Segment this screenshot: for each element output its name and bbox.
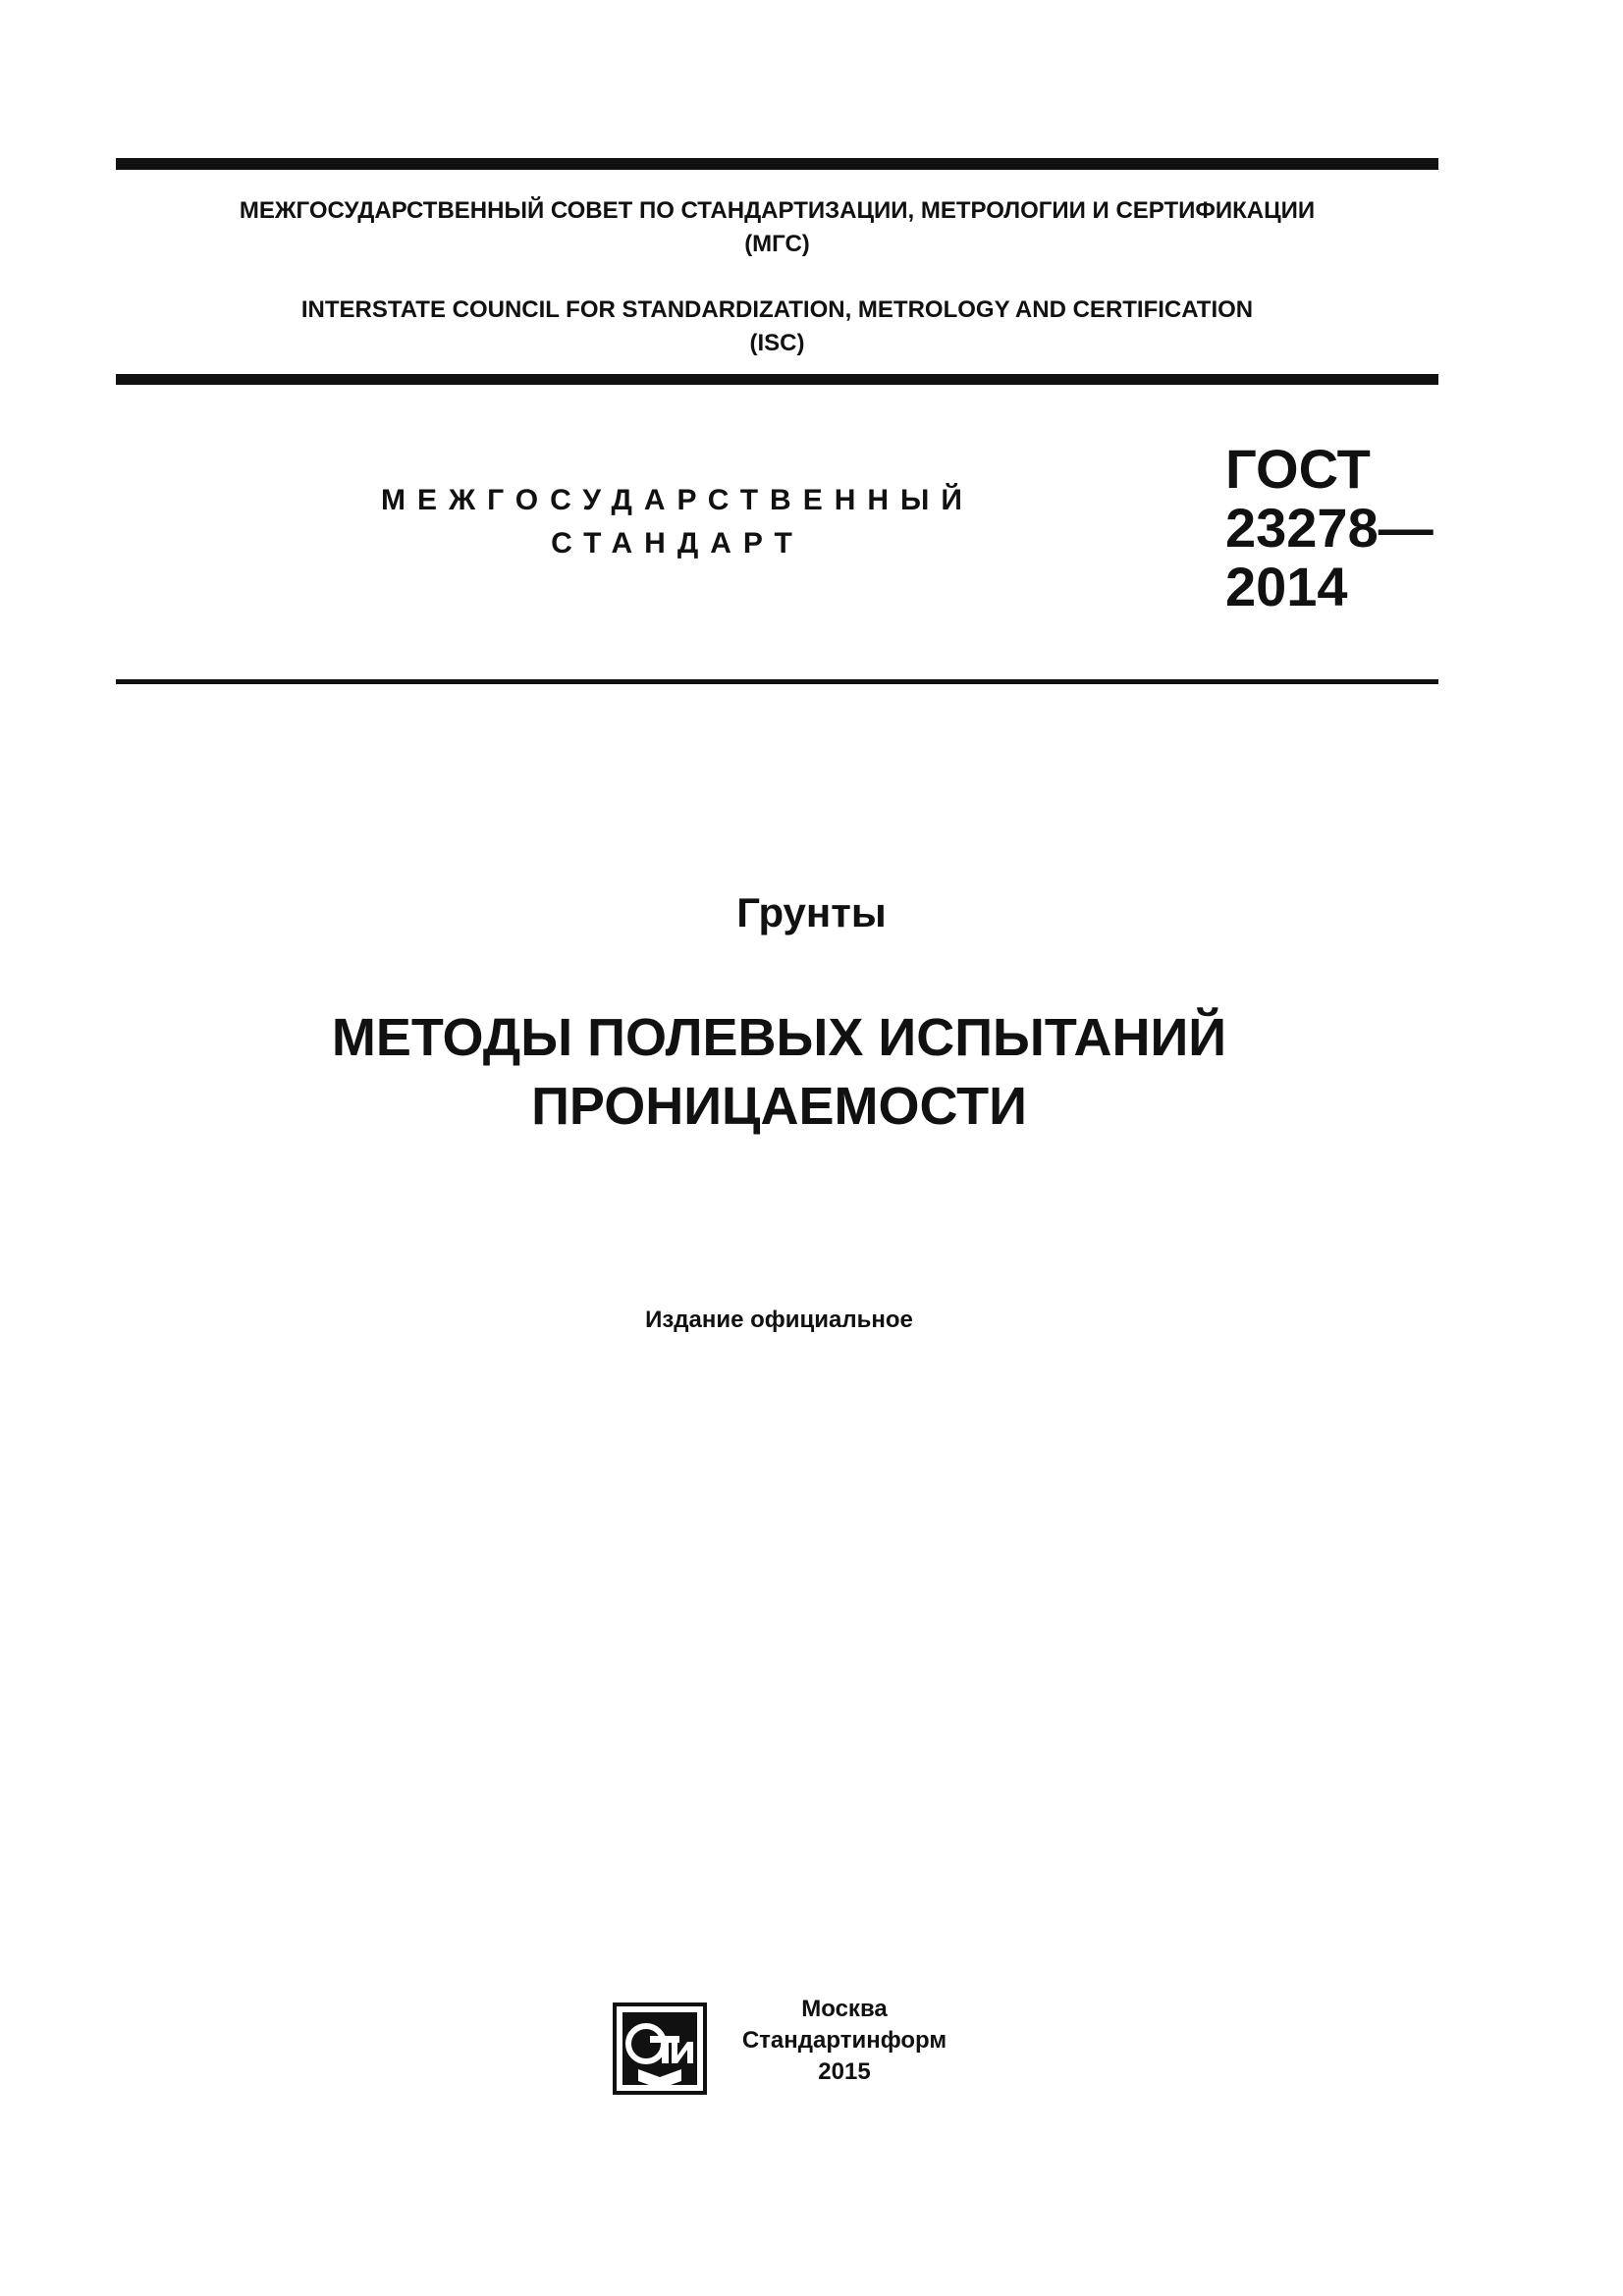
gost-number: 23278— — [1225, 497, 1434, 559]
council-name-en — [116, 294, 1438, 360]
lower-rule — [116, 679, 1438, 684]
gost-number-block — [1225, 440, 1434, 616]
publication-year: 2015 — [818, 2058, 871, 2085]
standartinform-logo-icon — [609, 1999, 711, 2099]
publisher-city: Москва — [801, 1996, 888, 2022]
designation-line1: МЕЖГОСУДАРСТВЕННЫЙ — [381, 484, 974, 516]
gost-prefix: ГОСТ — [1225, 438, 1371, 500]
publisher-name: Стандартинформ — [741, 2027, 947, 2054]
publisher-info — [722, 1994, 967, 2088]
council-name-en-line1: INTERSTATE COUNCIL FOR STANDARDIZATION, METROLOGY AND CERTIFICATION — [300, 296, 1254, 323]
document-group-title: Грунты — [736, 889, 887, 935]
council-abbr-ru: (МГС) — [744, 231, 810, 257]
council-abbr-en: (ISC) — [749, 330, 805, 356]
standard-designation — [334, 479, 1021, 565]
main-title-line2: ПРОНИЦАЕМОСТИ — [531, 1077, 1027, 1136]
document-main-title — [118, 1003, 1440, 1141]
designation-line2: СТАНДАРТ — [551, 527, 804, 560]
main-title-line1: МЕТОДЫ ПОЛЕВЫХ ИСПЫТАНИЙ — [331, 1008, 1227, 1067]
gost-year: 2014 — [1225, 556, 1348, 617]
top-rule — [116, 158, 1438, 170]
council-name-ru — [116, 194, 1438, 261]
logo-graphic — [609, 1999, 711, 2099]
council-name-ru-line1: МЕЖГОСУДАРСТВЕННЫЙ СОВЕТ ПО СТАНДАРТИЗАЦИИ, МЕТРОЛОГИИ И СЕРТИФИКАЦИИ — [239, 197, 1316, 224]
middle-rule — [116, 374, 1438, 385]
edition-note: Издание официальное — [645, 1307, 913, 1333]
